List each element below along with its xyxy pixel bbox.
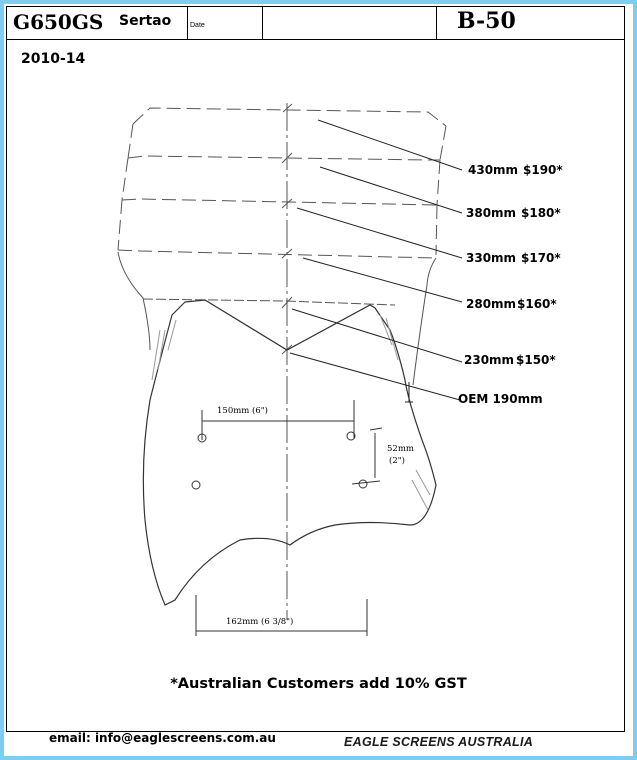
- gst-note: *Australian Customers add 10% GST: [170, 676, 467, 692]
- leader-lines: [290, 120, 462, 402]
- shade-left: [152, 320, 176, 380]
- height-outline-330: [118, 199, 437, 255]
- dim-side-in-label: (2"): [389, 456, 405, 466]
- dim-side-mm-label: 52mm: [387, 444, 414, 454]
- height-size-230: 230mm: [464, 353, 515, 367]
- height-size-280: 280mm: [466, 297, 517, 311]
- dim-bottom-label: 162mm (6 3/8"): [226, 617, 294, 627]
- height-size-330: 330mm: [466, 251, 517, 265]
- dimension-labels: [217, 405, 414, 627]
- height-price-430: $190*: [523, 163, 563, 177]
- height-price-330: $170*: [521, 251, 561, 265]
- model-years: 2010-14: [21, 51, 86, 67]
- oem-label: OEM 190mm: [458, 392, 543, 406]
- dim-top-label: 150mm (6"): [217, 406, 268, 416]
- dimension-lines: [196, 421, 382, 636]
- height-outline-280: [118, 250, 436, 258]
- side-curve-right: [413, 258, 436, 385]
- height-size-430: 430mm: [468, 163, 519, 177]
- height-price-280: $160*: [517, 297, 557, 311]
- product-code: B-50: [457, 8, 516, 34]
- height-outline-380: [122, 156, 440, 205]
- height-price-230: $150*: [516, 353, 556, 367]
- model-variant: Sertao: [119, 13, 172, 29]
- brand-name: EAGLE SCREENS AUSTRALIA: [344, 735, 534, 749]
- height-labels: [458, 163, 563, 406]
- height-price-380: $180*: [521, 206, 561, 220]
- side-curve-left: [118, 252, 150, 350]
- level-line-280: [143, 299, 395, 305]
- model-name: G650GS: [13, 10, 104, 34]
- height-size-380: 380mm: [466, 206, 517, 220]
- contact-email[interactable]: email: info@eaglescreens.com.au: [49, 731, 276, 745]
- date-label: Date: [190, 22, 205, 29]
